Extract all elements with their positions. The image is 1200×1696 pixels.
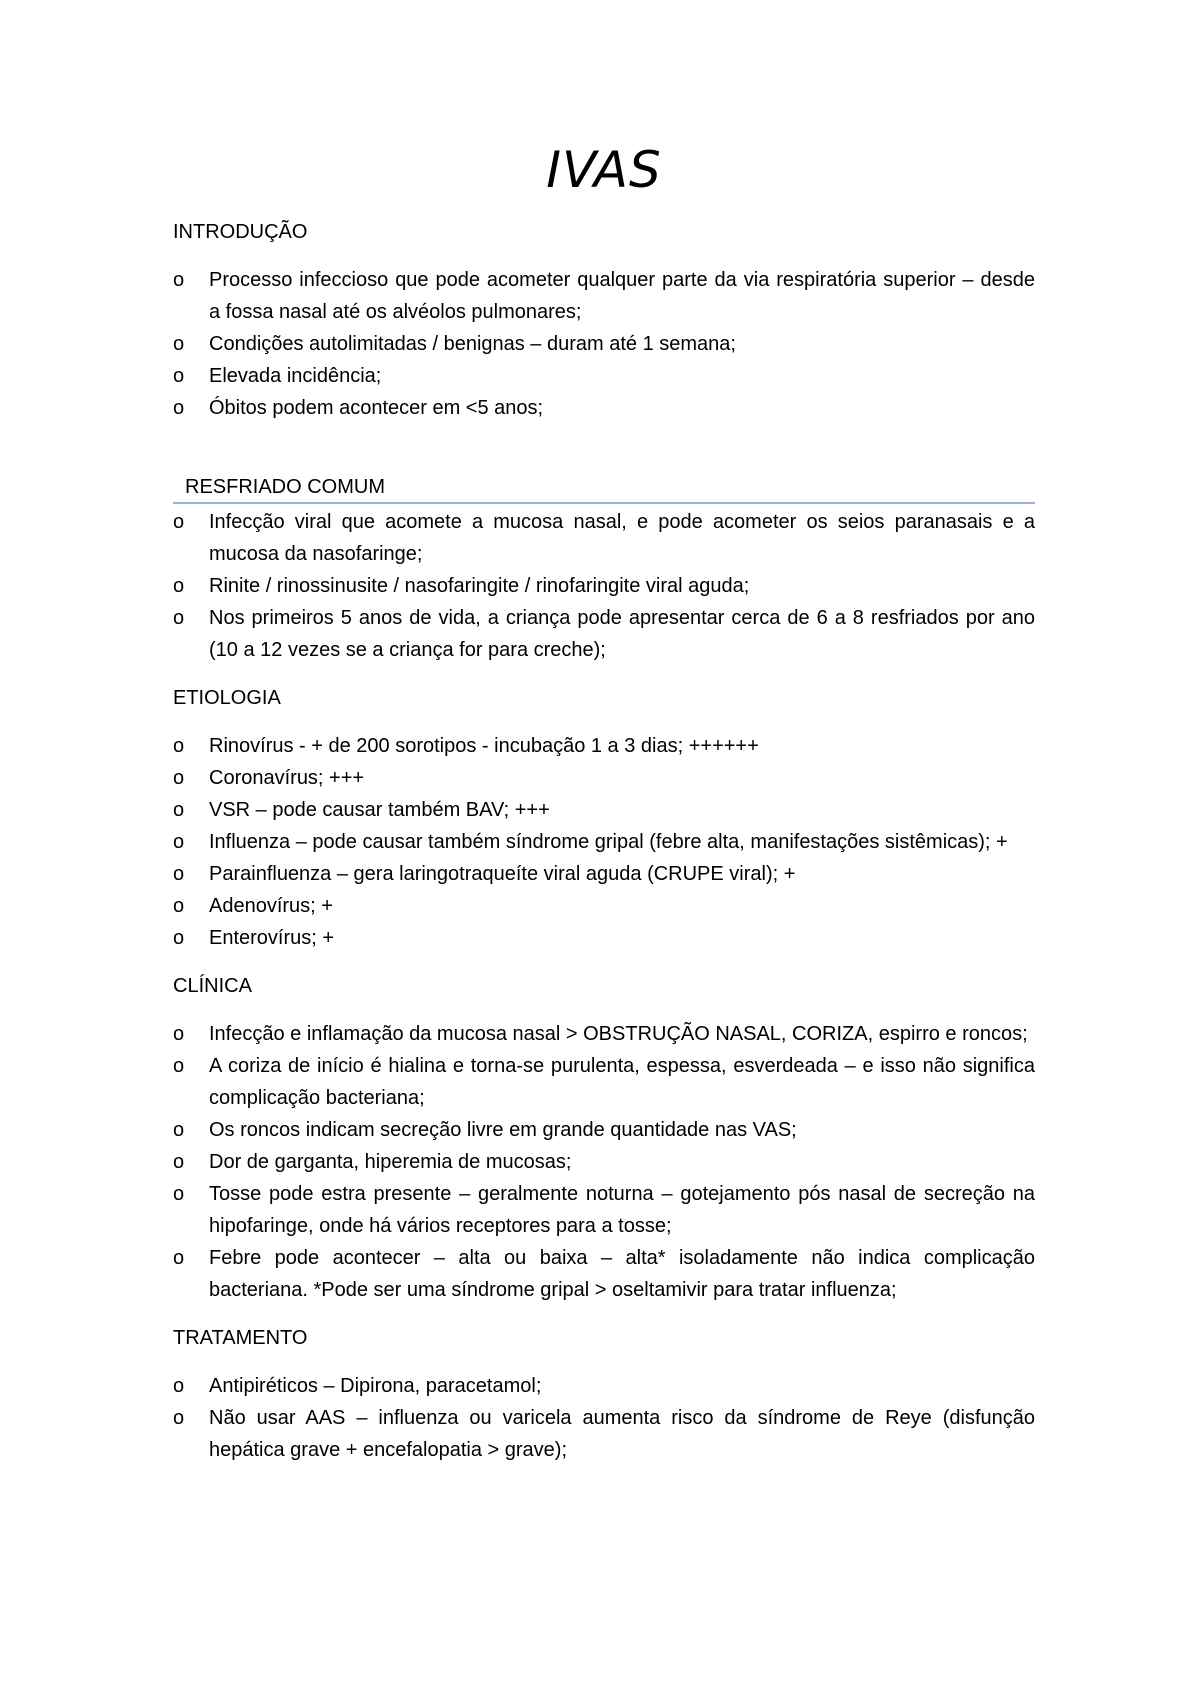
bullet-marker: o — [173, 1407, 185, 1429]
bullet-marker: o — [173, 767, 185, 789]
bullet-marker: o — [173, 1183, 185, 1205]
list-item — [173, 762, 1035, 794]
bullet-marker: o — [173, 269, 185, 291]
bullet-marker: o — [173, 575, 185, 597]
list-item — [173, 858, 1035, 890]
list-item — [173, 360, 1035, 392]
bullet-marker: o — [173, 365, 185, 387]
bullet-marker: o — [173, 831, 185, 853]
bullet-marker: o — [173, 927, 185, 949]
bullet-marker: o — [173, 735, 185, 757]
list-item — [173, 570, 1035, 602]
list-item — [173, 328, 1035, 360]
bullet-marker: o — [173, 1119, 185, 1141]
list-item-text: Condições autolimitadas / benignas – duram até 1 semana; — [209, 333, 736, 355]
section-introducao — [173, 216, 1035, 424]
list-item-text: Coronavírus; +++ — [209, 767, 365, 789]
list-item — [173, 1242, 1035, 1306]
list-item — [173, 392, 1035, 424]
list-item — [173, 922, 1035, 954]
bullet-marker: o — [173, 1247, 185, 1269]
list-item-text: A coriza de início é hialina e torna-se purulenta, espessa, esverdeada – e isso não significa complicação bacteriana; — [209, 1055, 1035, 1109]
list-item — [173, 794, 1035, 826]
bullet-list — [173, 730, 1035, 954]
list-item — [173, 1018, 1035, 1050]
list-item-text: Rinite / rinossinusite / nasofaringite / rinofaringite viral aguda; — [209, 575, 750, 597]
bullet-marker: o — [173, 1151, 185, 1173]
bullet-list — [173, 264, 1035, 424]
list-item — [173, 506, 1035, 570]
list-item — [173, 1050, 1035, 1114]
bullet-marker: o — [173, 333, 185, 355]
list-item-text: Tosse pode estra presente – geralmente noturna – gotejamento pós nasal de secreção na hipofaringe, onde há vários receptores para a tosse; — [209, 1183, 1035, 1237]
bullet-marker: o — [173, 1375, 185, 1397]
bullet-marker: o — [173, 397, 185, 419]
bullet-marker: o — [173, 1055, 185, 1077]
list-item-text: Enterovírus; + — [209, 927, 335, 949]
section-heading: CLÍNICA — [173, 975, 252, 997]
list-item — [173, 264, 1035, 328]
list-item — [173, 826, 1035, 858]
list-item-text: Influenza – pode causar também síndrome gripal (febre alta, manifestações sistêmicas); + — [209, 831, 1008, 853]
section-clinica — [173, 970, 1035, 1306]
bullet-list — [173, 506, 1035, 666]
list-item-text: Elevada incidência; — [209, 365, 382, 387]
list-item-text: Infecção e inflamação da mucosa nasal > OBSTRUÇÃO NASAL, CORIZA, espirro e roncos; — [209, 1023, 1028, 1045]
list-item — [173, 1370, 1035, 1402]
list-item — [173, 1402, 1035, 1466]
list-item-text: VSR – pode causar também BAV; +++ — [209, 799, 550, 821]
section-etiologia — [173, 682, 1035, 954]
list-item — [173, 1146, 1035, 1178]
list-item — [173, 1114, 1035, 1146]
list-item-text: Óbitos podem acontecer em <5 anos; — [209, 397, 544, 419]
list-item — [173, 730, 1035, 762]
bullet-list — [173, 1018, 1035, 1306]
list-item — [173, 602, 1035, 666]
list-item-text: Os roncos indicam secreção livre em grande quantidade nas VAS; — [209, 1119, 797, 1141]
bullet-marker: o — [173, 1023, 185, 1045]
document-page — [173, 140, 1035, 1466]
list-item-text: Febre pode acontecer – alta ou baixa – alta* isoladamente não indica complicação bacteriana. *Pode ser uma síndrome gripal > oseltamivir para tratar influenza; — [209, 1247, 1035, 1301]
bullet-marker: o — [173, 895, 185, 917]
bullet-marker: o — [173, 511, 185, 533]
list-item-text: Rinovírus - + de 200 sorotipos - incubação 1 a 3 dias; ++++++ — [209, 735, 759, 757]
section-heading: RESFRIADO COMUM — [173, 472, 1035, 504]
section-resfriado-comum — [173, 472, 1035, 666]
list-item — [173, 890, 1035, 922]
section-heading: INTRODUÇÃO — [173, 221, 308, 243]
bullet-marker: o — [173, 863, 185, 885]
list-item-text: Não usar AAS – influenza ou varicela aumenta risco da síndrome de Reye (disfunção hepática grave + encefalopatia > grave); — [209, 1407, 1035, 1461]
bullet-marker: o — [173, 607, 185, 629]
document-title: IVAS — [546, 141, 662, 199]
bullet-marker: o — [173, 799, 185, 821]
list-item-text: Nos primeiros 5 anos de vida, a criança pode apresentar cerca de 6 a 8 resfriados por ano (10 a 12 vezes se a criança for para creche); — [209, 607, 1035, 661]
list-item-text: Adenovírus; + — [209, 895, 333, 917]
section-tratamento — [173, 1322, 1035, 1466]
bullet-list — [173, 1370, 1035, 1466]
section-heading: TRATAMENTO — [173, 1327, 308, 1349]
list-item-text: Processo infeccioso que pode acometer qualquer parte da via respiratória superior – desde a fossa nasal até os alvéolos pulmonares; — [209, 269, 1035, 323]
section-heading: ETIOLOGIA — [173, 687, 281, 709]
list-item-text: Antipiréticos – Dipirona, paracetamol; — [209, 1375, 542, 1397]
list-item-text: Infecção viral que acomete a mucosa nasal, e pode acometer os seios paranasais e a mucosa da nasofaringe; — [209, 511, 1035, 565]
list-item — [173, 1178, 1035, 1242]
list-item-text: Parainfluenza – gera laringotraqueíte viral aguda (CRUPE viral); + — [209, 863, 796, 885]
list-item-text: Dor de garganta, hiperemia de mucosas; — [209, 1151, 572, 1173]
